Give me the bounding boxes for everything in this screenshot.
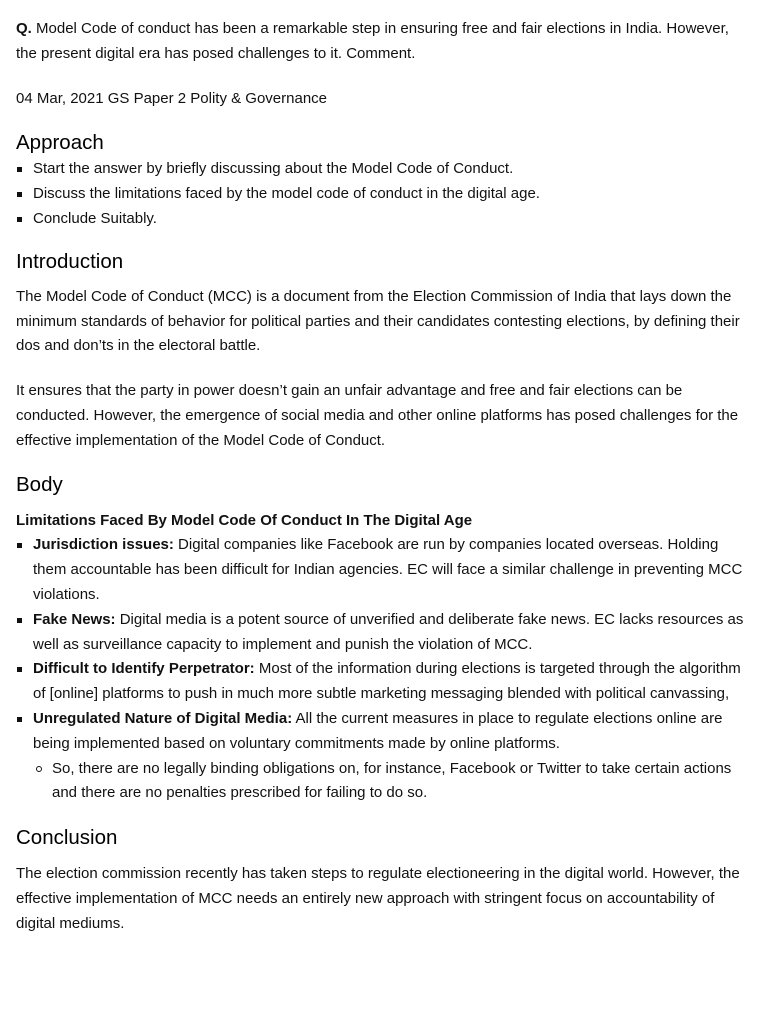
list-item-title: Unregulated Nature of Digital Media: [33, 709, 293, 727]
list-item-title: Difficult to Identify Perpetrator: [33, 660, 255, 678]
sub-list [33, 757, 752, 807]
sub-list-item: So, there are no legally binding obligations on, for instance, Facebook or Twitter to take certain actions and there are no penalties prescribed for failing to do so. [52, 757, 752, 807]
circle-bullet-icon [36, 766, 42, 772]
body-heading: Body [16, 472, 63, 496]
question-meta: 04 Mar, 2021 GS Paper 2 Polity & Governance [16, 89, 328, 107]
list-item-text: Digital media is a potent source of unverified and deliberate fake news. EC lacks resources as well as surveillance capacity to implement and punish the violation of MCC. [33, 610, 744, 653]
list-item-text: All the current measures in place to regulate elections online are being implemented based on voluntary commitments made by online platforms. [33, 709, 723, 752]
list-item [33, 533, 752, 607]
list-item-title: Fake News: [33, 610, 116, 628]
list-item-text: Most of the information during elections is targeted through the algorithm of [online] platforms to push in much more subtle marketing messaging blended with political canvassing, [33, 660, 741, 703]
introduction-paragraph-2: It ensures that the party in power doesn’t gain an unfair advantage and free and fair elections can be conducted. However, the emergence of social media and other online platforms has posed challenges for the effective implementation of the Model Code of Conduct. [16, 382, 739, 449]
list-item: Start the answer by briefly discussing about the Model Code of Conduct. [33, 157, 752, 182]
square-bullet-icon [17, 217, 22, 222]
body-subheading: Limitations Faced By Model Code Of Conduct In The Digital Age [16, 511, 473, 529]
list-item [33, 608, 752, 658]
list-item [33, 657, 752, 707]
square-bullet-icon [17, 667, 22, 672]
approach-list [16, 157, 752, 231]
square-bullet-icon [17, 167, 22, 172]
question-text: Model Code of conduct has been a remarkable step in ensuring free and fair elections in India. However, the present digital era has posed challenges to it. Comment. [16, 20, 729, 62]
conclusion-heading: Conclusion [16, 826, 118, 850]
list-item-title: Jurisdiction issues: [33, 536, 174, 554]
question-label: Q. [16, 20, 32, 37]
introduction-paragraph-1: The Model Code of Conduct (MCC) is a document from the Election Commission of India that lays down the minimum standards of behavior for political parties and their candidates contesting elections, by defining their dos and don’ts in the electoral battle. [16, 287, 740, 355]
question-paragraph [16, 17, 752, 67]
introduction-heading: Introduction [16, 249, 124, 273]
list-item-text: Digital companies like Facebook are run by companies located overseas. Holding them accountable has been difficult for Indian agencies. EC will face a similar challenge in preventing MCC violations. [33, 536, 743, 603]
square-bullet-icon [17, 192, 22, 197]
conclusion-paragraph: The election commission recently has taken steps to regulate electioneering in the digital world. However, the effective implementation of MCC needs an entirely new approach with stringent focus on accountability of digital mediums. [16, 865, 740, 932]
list-item: Conclude Suitably. [33, 207, 752, 232]
square-bullet-icon [17, 717, 22, 722]
approach-heading: Approach [16, 131, 104, 155]
list-item: Discuss the limitations faced by the model code of conduct in the digital age. [33, 182, 752, 207]
list-item [33, 707, 752, 806]
square-bullet-icon [17, 618, 22, 623]
square-bullet-icon [17, 543, 22, 548]
limitations-list [16, 533, 752, 806]
